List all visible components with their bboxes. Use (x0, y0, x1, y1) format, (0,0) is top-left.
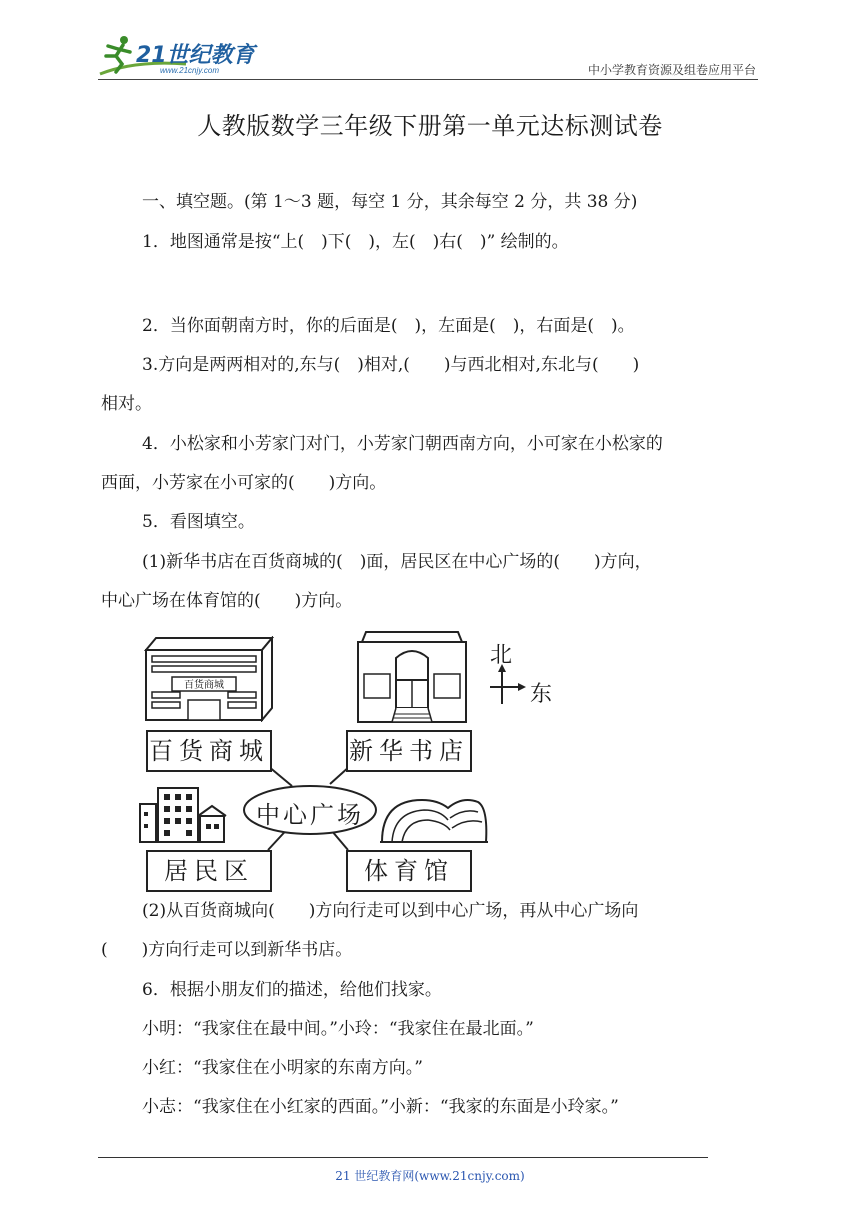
question-5-1-line2: 中心广场在体育馆的( )方向。 (101, 591, 353, 611)
question-2: 2．当你面朝南方时，你的后面是( )，左面是( )，右面是( )。 (142, 316, 635, 336)
question-6: 6．根据小朋友们的描述，给他们找家。 (142, 980, 442, 1000)
compass-north-label: 北 (490, 643, 513, 668)
label-department-store: 百货商城 (146, 730, 272, 772)
question-3-line1: 3.方向是两两相对的,东与( )相对,( )与西北相对,东北与( ) (142, 355, 640, 375)
bookstore-icon (356, 630, 468, 724)
question-5-1-line1: (1)新华书店在百货商城的( )面，居民区在中心广场的( )方向， (142, 552, 652, 572)
label-residential: 居民区 (146, 850, 272, 892)
map-diagram (120, 624, 580, 904)
question-5-2-line2: ( )方向行走可以到新华书店。 (101, 940, 353, 960)
section-heading: 一、填空题。(第 1～3 题，每空 1 分，其余每空 2 分，共 38 分) (142, 192, 638, 212)
question-1: 1．地图通常是按“上( )下( )，左( )右( )” 绘制的。 (142, 232, 569, 252)
label-bookstore: 新华书店 (346, 730, 472, 772)
question-4-line1: 4．小松家和小芳家门对门，小芳家门朝西南方向，小可家在小松家的 (142, 434, 663, 454)
label-center-square: 中心广场 (256, 801, 364, 829)
label-stadium: 体育馆 (346, 850, 472, 892)
stadium-icon (378, 790, 490, 846)
question-5-2-line1: (2)从百货商城向( )方向行走可以到中心广场，再从中心广场向 (142, 901, 639, 921)
department-store-icon (144, 636, 274, 722)
logo-text: 21世纪教育 (136, 43, 255, 68)
question-3-line2: 相对。 (101, 394, 152, 414)
store-sign-text: 百货商城 (184, 680, 224, 691)
question-4-line2: 西面，小芳家在小可家的( )方向。 (101, 473, 387, 493)
question-6-line2: 小红：“我家住在小明家的东南方向。” (142, 1058, 423, 1078)
header-platform-text: 中小学教育资源及组卷应用平台 (587, 63, 756, 77)
page-title: 人教版数学三年级下册第一单元达标测试卷 (197, 112, 663, 140)
compass-east-label: 东 (530, 682, 553, 707)
question-6-line1: 小明：“我家住在最中间。”小玲：“我家住在最北面。” (142, 1019, 534, 1039)
residential-building-icon (138, 786, 228, 844)
question-5: 5．看图填空。 (142, 512, 255, 532)
question-6-line3: 小志：“我家住在小红家的西面。”小新：“我家的东面是小玲家。” (142, 1097, 619, 1117)
header-divider (98, 79, 758, 80)
footer-divider (98, 1157, 708, 1158)
logo-url: www.21cnjy.com (160, 66, 219, 75)
footer-text: 21 世纪教育网(www.21cnjy.com) (335, 1169, 525, 1183)
